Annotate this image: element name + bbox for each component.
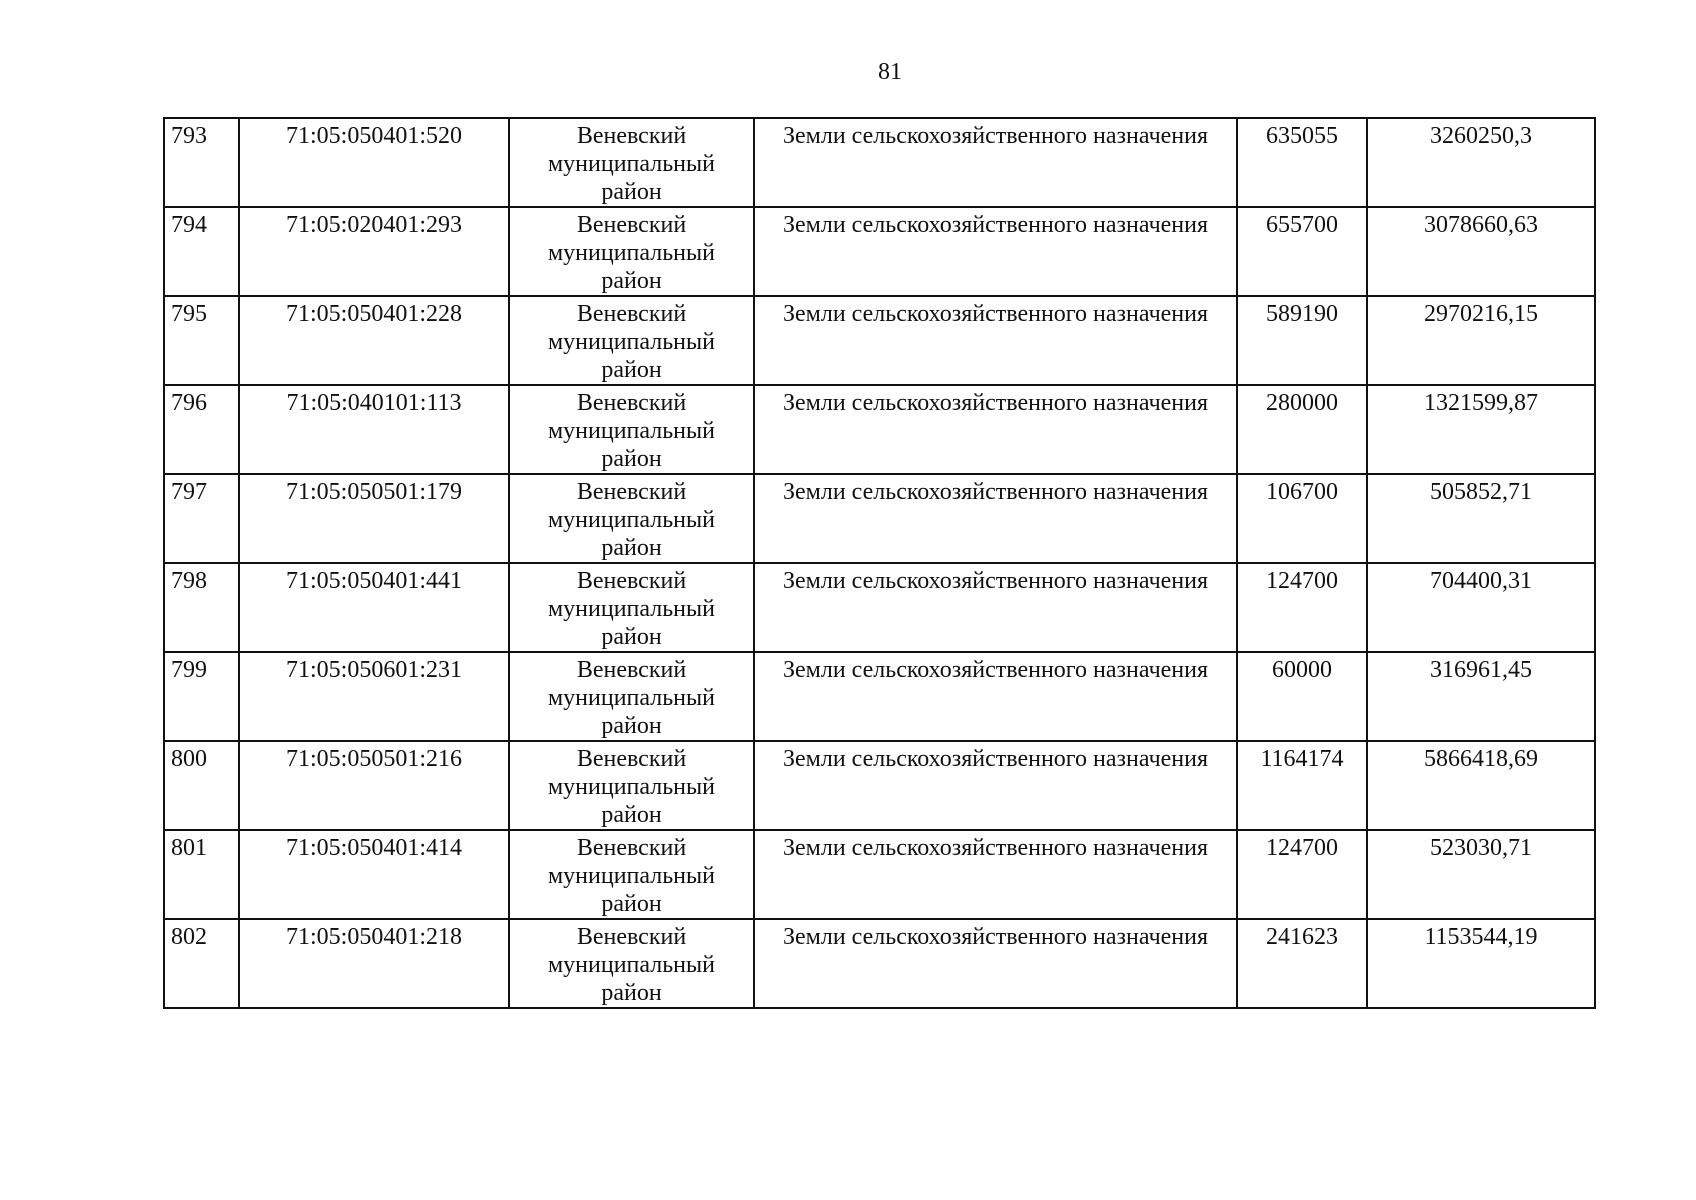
cadastral-number: 71:05:050401:414	[239, 830, 509, 919]
table-row	[164, 207, 1595, 296]
table-row	[164, 652, 1595, 741]
row-number: 799	[164, 652, 239, 741]
row-number: 795	[164, 296, 239, 385]
municipality: Веневский муниципальный район	[509, 652, 754, 741]
cadastral-value: 2970216,15	[1367, 296, 1595, 385]
municipality: Веневский муниципальный район	[509, 830, 754, 919]
cadastral-number: 71:05:020401:293	[239, 207, 509, 296]
row-number: 802	[164, 919, 239, 1008]
cadastral-value: 523030,71	[1367, 830, 1595, 919]
plot-area: 635055	[1237, 118, 1367, 207]
page-number: 81	[878, 59, 902, 85]
plot-area: 106700	[1237, 474, 1367, 563]
table-row	[164, 563, 1595, 652]
row-number: 801	[164, 830, 239, 919]
row-number: 793	[164, 118, 239, 207]
land-category: Земли сельскохозяйственного назначения	[754, 563, 1237, 652]
cadastral-number: 71:05:050501:179	[239, 474, 509, 563]
cadastral-number: 71:05:050401:218	[239, 919, 509, 1008]
municipality: Веневский муниципальный район	[509, 207, 754, 296]
plot-area: 589190	[1237, 296, 1367, 385]
table-row	[164, 385, 1595, 474]
cadastral-value: 704400,31	[1367, 563, 1595, 652]
cadastral-value: 1153544,19	[1367, 919, 1595, 1008]
land-category: Земли сельскохозяйственного назначения	[754, 118, 1237, 207]
municipality: Веневский муниципальный район	[509, 919, 754, 1008]
row-number: 796	[164, 385, 239, 474]
plot-area: 280000	[1237, 385, 1367, 474]
cadastral-value: 316961,45	[1367, 652, 1595, 741]
plot-area: 124700	[1237, 563, 1367, 652]
cadastral-value: 5866418,69	[1367, 741, 1595, 830]
row-number: 800	[164, 741, 239, 830]
table-row	[164, 118, 1595, 207]
table-row	[164, 474, 1595, 563]
cadastral-number: 71:05:050401:228	[239, 296, 509, 385]
land-category: Земли сельскохозяйственного назначения	[754, 652, 1237, 741]
row-number: 797	[164, 474, 239, 563]
municipality: Веневский муниципальный район	[509, 474, 754, 563]
municipality: Веневский муниципальный район	[509, 563, 754, 652]
row-number: 794	[164, 207, 239, 296]
land-plots-table	[163, 117, 1596, 1009]
land-category: Земли сельскохозяйственного назначения	[754, 385, 1237, 474]
plot-area: 124700	[1237, 830, 1367, 919]
plot-area: 60000	[1237, 652, 1367, 741]
cadastral-number: 71:05:050401:441	[239, 563, 509, 652]
land-category: Земли сельскохозяйственного назначения	[754, 830, 1237, 919]
cadastral-value: 3078660,63	[1367, 207, 1595, 296]
cadastral-number: 71:05:040101:113	[239, 385, 509, 474]
land-category: Земли сельскохозяйственного назначения	[754, 296, 1237, 385]
table-row	[164, 741, 1595, 830]
cadastral-number: 71:05:050401:520	[239, 118, 509, 207]
table-row	[164, 296, 1595, 385]
cadastral-number: 71:05:050601:231	[239, 652, 509, 741]
land-category: Земли сельскохозяйственного назначения	[754, 207, 1237, 296]
table-row	[164, 830, 1595, 919]
land-plots-table-body	[164, 118, 1595, 1008]
plot-area: 1164174	[1237, 741, 1367, 830]
land-category: Земли сельскохозяйственного назначения	[754, 474, 1237, 563]
cadastral-value: 1321599,87	[1367, 385, 1595, 474]
land-category: Земли сельскохозяйственного назначения	[754, 741, 1237, 830]
municipality: Веневский муниципальный район	[509, 118, 754, 207]
cadastral-value: 3260250,3	[1367, 118, 1595, 207]
cadastral-value: 505852,71	[1367, 474, 1595, 563]
plot-area: 241623	[1237, 919, 1367, 1008]
municipality: Веневский муниципальный район	[509, 296, 754, 385]
cadastral-number: 71:05:050501:216	[239, 741, 509, 830]
table-row	[164, 919, 1595, 1008]
plot-area: 655700	[1237, 207, 1367, 296]
municipality: Веневский муниципальный район	[509, 385, 754, 474]
municipality: Веневский муниципальный район	[509, 741, 754, 830]
land-category: Земли сельскохозяйственного назначения	[754, 919, 1237, 1008]
row-number: 798	[164, 563, 239, 652]
